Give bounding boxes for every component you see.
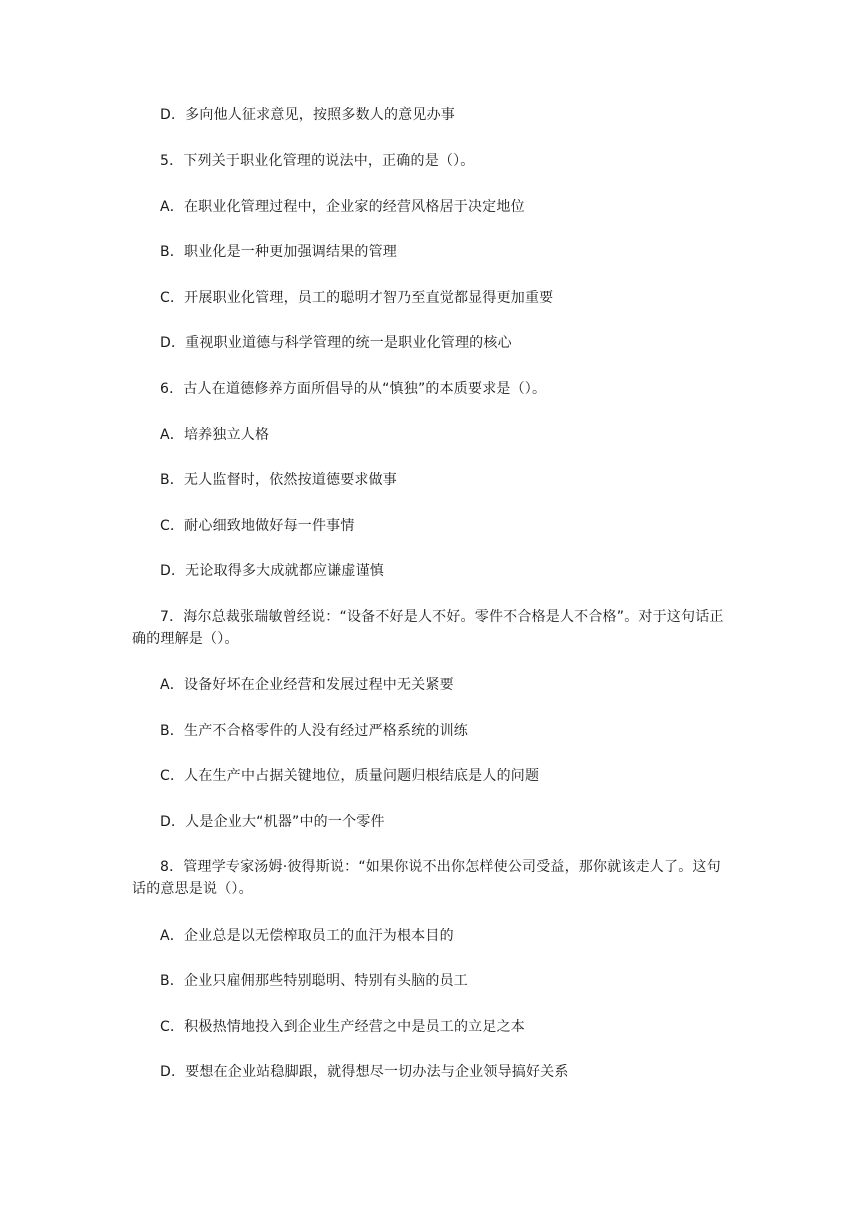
option-a-q5: A．在职业化管理过程中，企业家的经营风格居于决定地位	[160, 199, 525, 215]
option-d-q5: D．重视职业道德与科学管理的统一是职业化管理的核心	[160, 335, 512, 351]
option-b-q5: B．职业化是一种更加强调结果的管理	[160, 244, 398, 260]
option-d-q8: D．要想在企业站稳脚跟，就得想尽一切办法与企业领导搞好关系	[160, 1064, 569, 1080]
question-8: 8．管理学专家汤姆·彼得斯说：“如果你说不出你怎样使公司受益，那你就该走人了。这句话的意思是说（）。	[132, 859, 721, 897]
option-b-q8: B．企业只雇佣那些特别聪明、特别有头脑的员工	[160, 973, 469, 989]
option-b-q6: B．无人监督时，依然按道德要求做事	[160, 472, 398, 488]
question-5: 5．下列关于职业化管理的说法中，正确的是（）。	[160, 153, 475, 169]
option-a-q7: A．设备好坏在企业经营和发展过程中无关紧要	[160, 677, 454, 693]
option-c-q7: C．人在生产中占据关键地位，质量问题归根结底是人的问题	[160, 768, 540, 784]
option-a-q8: A．企业总是以无偿榨取员工的血汗为根本目的	[160, 928, 454, 944]
question-7: 7．海尔总裁张瑞敏曾经说：“设备不好是人不好。零件不合格是人不合格”。对于这句话正确的理解是（）。	[132, 609, 724, 647]
option-d-q6: D．无论取得多大成就都应谦虚谨慎	[160, 563, 384, 579]
option-d-q7: D．人是企业大“机器”中的一个零件	[160, 814, 385, 830]
question-6: 6．古人在道德修养方面所倡导的从“慎独”的本质要求是（）。	[160, 381, 547, 397]
option-c-q8: C．积极热情地投入到企业生产经营之中是员工的立足之本	[160, 1019, 525, 1035]
option-c-q5: C．开展职业化管理，员工的聪明才智乃至直觉都显得更加重要	[160, 290, 554, 306]
option-b-q7: B．生产不合格零件的人没有经过严格系统的训练	[160, 723, 469, 739]
option-d-q4: D．多向他人征求意见，按照多数人的意见办事	[160, 107, 455, 123]
option-a-q6: A．培养独立人格	[160, 427, 270, 443]
option-c-q6: C．耐心细致地做好每一件事情	[160, 518, 355, 534]
